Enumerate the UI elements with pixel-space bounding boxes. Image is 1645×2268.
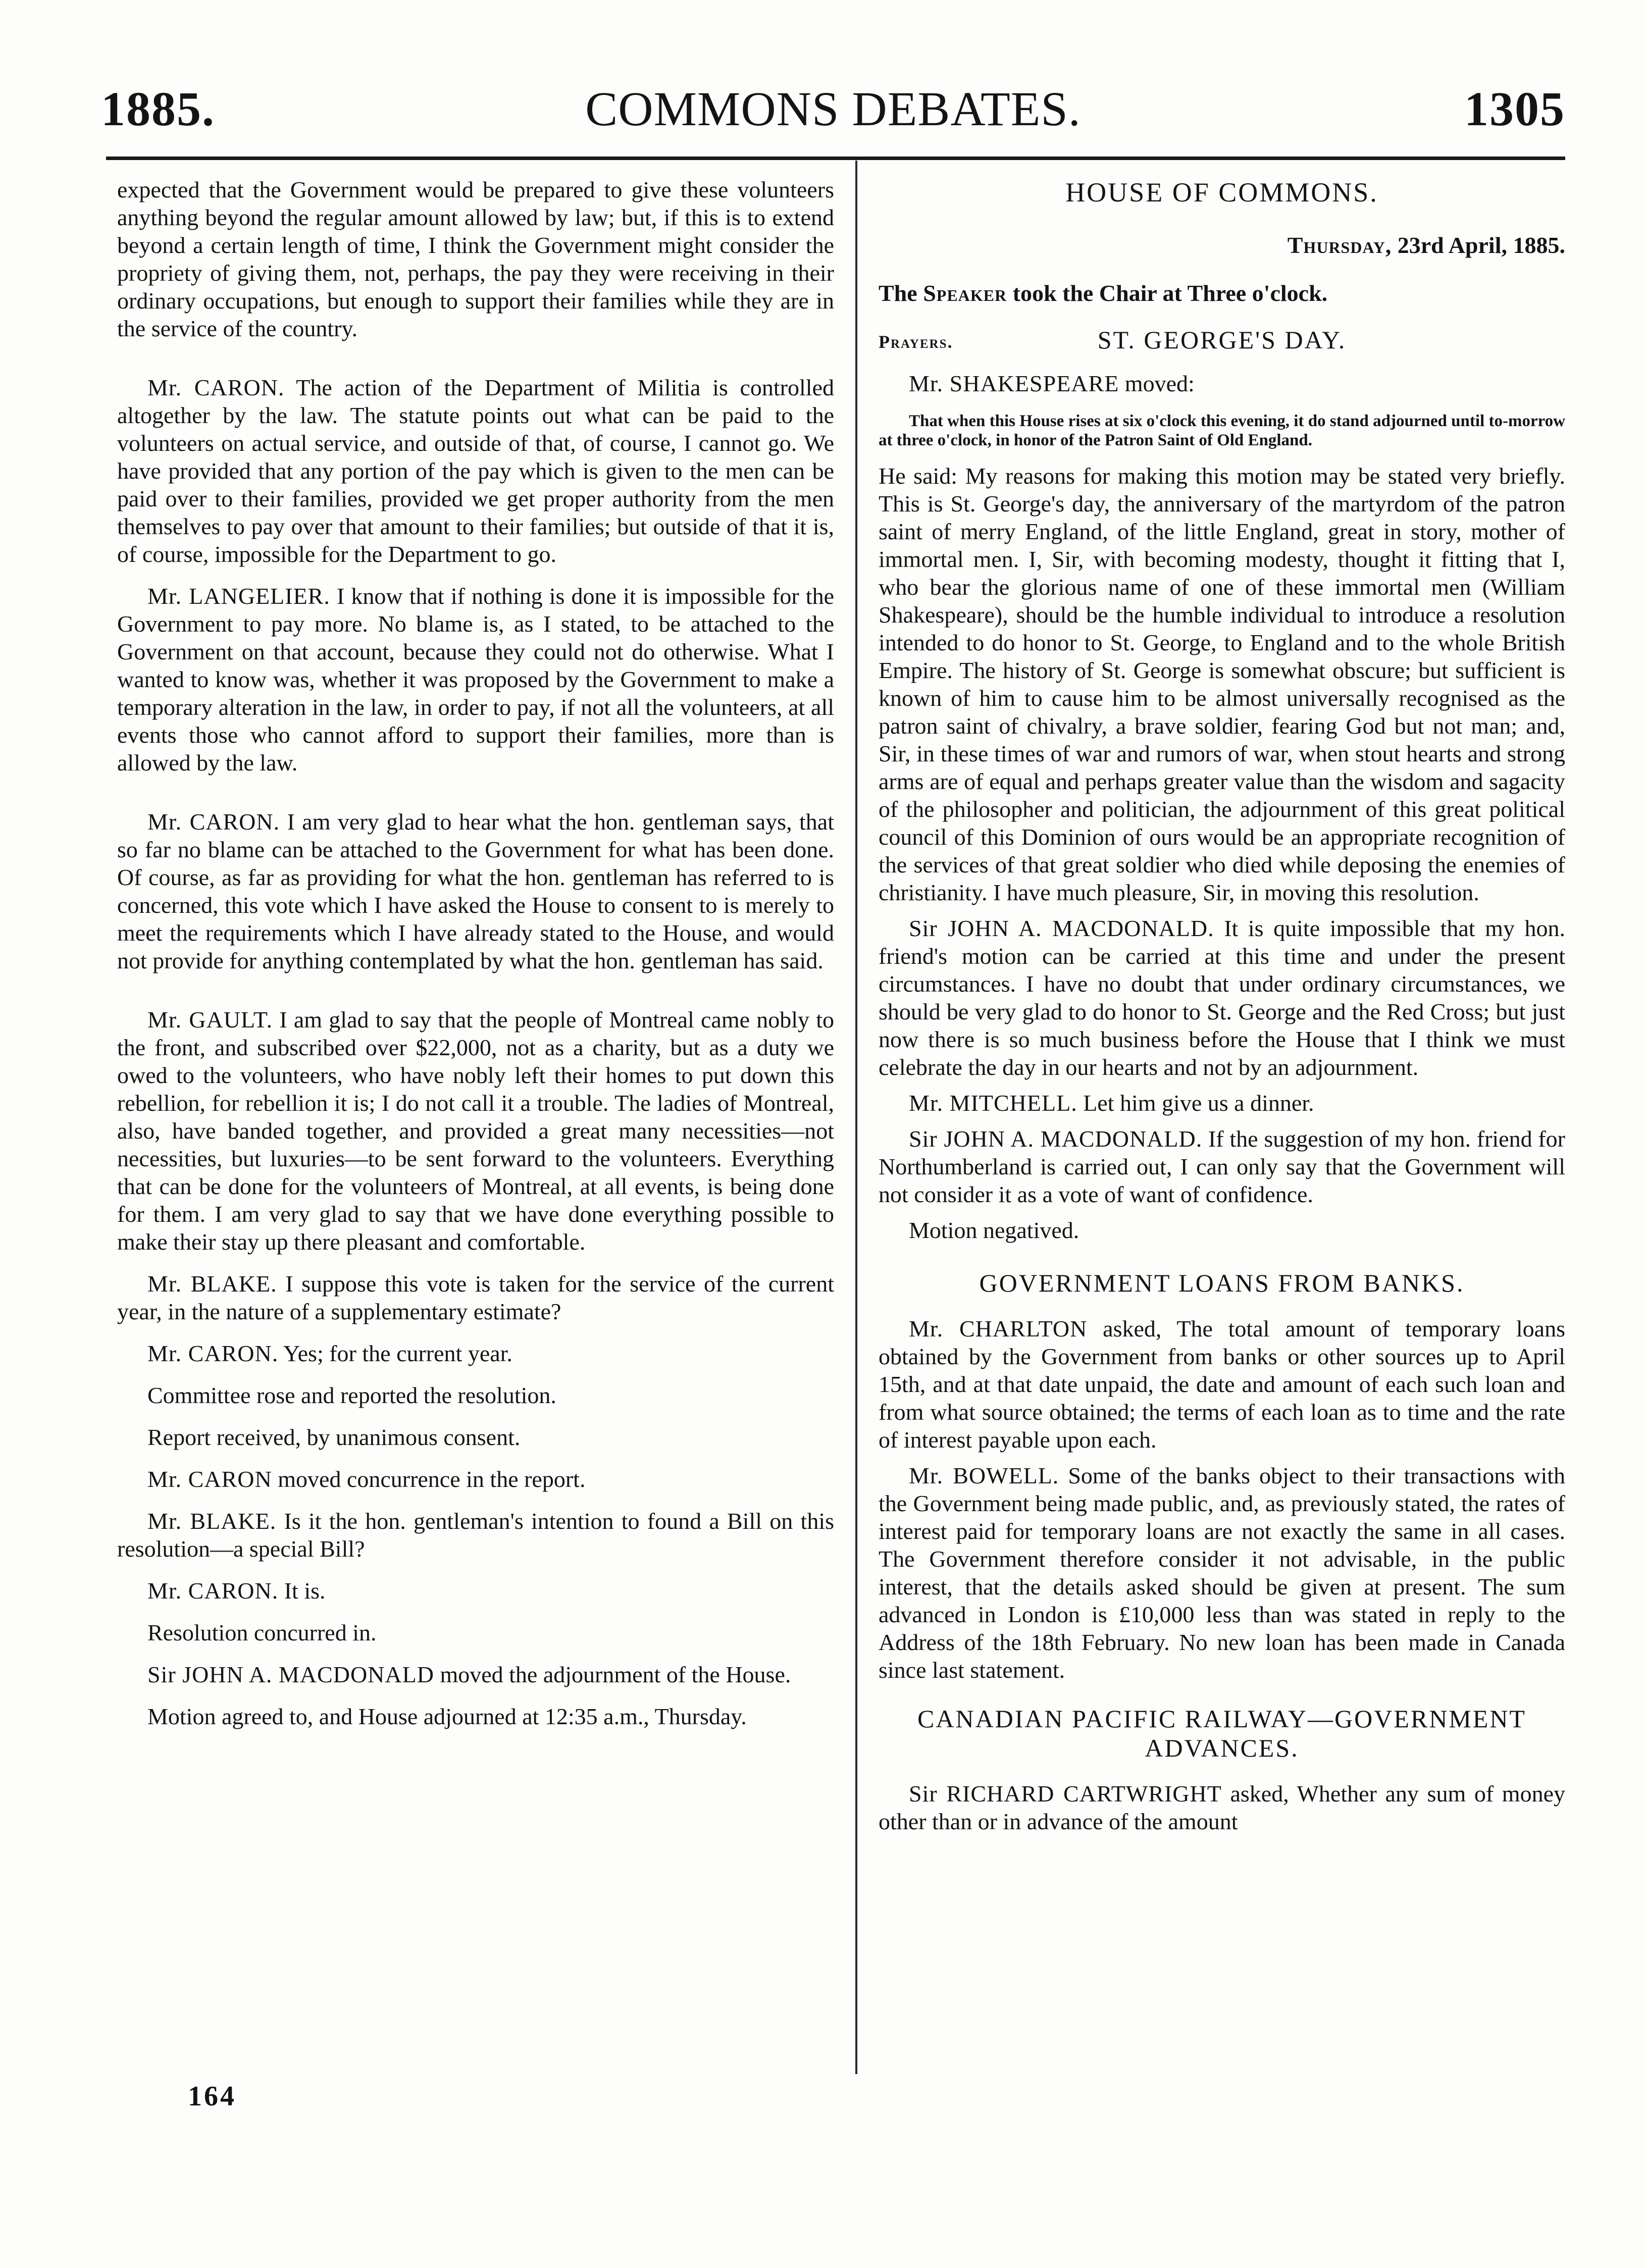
paragraph-text: If the suggestion of my hon. friend for Northumberland is carried out, I can only say that the Government will not consider it as a vote of want of confidence. bbox=[879, 1126, 1565, 1207]
paragraph bbox=[879, 1089, 1565, 1117]
paragraph bbox=[879, 914, 1565, 1081]
paragraph-text: He said: My reasons for making this motion may be stated very briefly. This is St. George's day, the anniversary of the martyrdom of the patron saint of merry England, of the little England, great in story, mother of immortal men. I, Sir, with becoming modesty, thought it fitting that I, who bear the glorious name of one of these immortal men (William Shakespeare), should be the humble individual to introduce a resolution intended to do honor to St. George, to England and to the whole British Empire. The history of St. George is somewhat obscure; but sufficient is known of him to cause him to be almost universally recognised as the patron saint of chivalry, a brave soldier, fearing God but not man; and, Sir, in these times of war and rumors of war, when stout hearts and strong arms are of equal and perhaps greater value than the wisdom and sagacity of the philosopher and politician, the adjournment of this great political council of this Dominion of ours would be an appropriate recognition of the services of that great soldier who died while deposing the enemies of christianity. I have much pleasure, Sir, in moving this resolution. bbox=[879, 463, 1565, 905]
paragraph-text: asked, Whether any sum of money other than or in advance of the amount bbox=[879, 1781, 1566, 1834]
page-header bbox=[101, 81, 1565, 136]
speaker-name: Sir RICHARD CARTWRIGHT bbox=[909, 1781, 1222, 1807]
paragraph bbox=[117, 582, 834, 777]
speaker-name: Sir JOHN A. MACDONALD bbox=[147, 1662, 434, 1687]
paragraph-text: moved concurrence in the report. bbox=[278, 1466, 586, 1492]
page-year: 1885. bbox=[101, 82, 215, 136]
paragraph bbox=[117, 1339, 834, 1367]
speaker-word: Speaker bbox=[923, 280, 1007, 306]
date-rest: 23rd April, 1885. bbox=[1397, 232, 1565, 258]
header-rule bbox=[106, 157, 1565, 160]
prayers-label: Prayers. bbox=[879, 332, 953, 352]
paragraph bbox=[117, 374, 834, 568]
paragraph bbox=[117, 1423, 834, 1451]
speaker-rest: took the Chair at Three o'clock. bbox=[1012, 280, 1328, 306]
motion-intro bbox=[879, 370, 1565, 397]
speaker-name: Sir JOHN A. MACDONALD. bbox=[909, 1126, 1203, 1152]
sitting-date bbox=[879, 231, 1565, 259]
paragraph-text: asked, The total amount of temporary loans obtained by the Government from banks or other sources up to April 15th, and at that date unpaid, the date and amount of each such loan and from what source obtained; the terms of each loan as to time and the rate of interest payable upon each. bbox=[879, 1316, 1565, 1453]
paragraph bbox=[117, 1006, 834, 1256]
st-george-heading: ST. GEORGE'S DAY. bbox=[1097, 326, 1347, 354]
paragraph-text: It is. bbox=[284, 1578, 326, 1604]
paragraph bbox=[117, 1661, 834, 1688]
paragraph-text: Committee rose and reported the resolution. bbox=[147, 1382, 556, 1408]
speaker-name: Mr. CHARLTON bbox=[909, 1316, 1088, 1342]
paragraph-text: Report received, by unanimous consent. bbox=[147, 1424, 521, 1450]
paragraph bbox=[879, 1125, 1565, 1208]
speaker-took-chair bbox=[879, 279, 1565, 307]
speaker-name: Mr. MITCHELL. bbox=[909, 1090, 1077, 1116]
speaker-name: Mr. BLAKE. bbox=[147, 1271, 277, 1297]
paragraph bbox=[879, 1462, 1565, 1684]
paragraph bbox=[117, 1465, 834, 1493]
paragraph bbox=[879, 1780, 1565, 1835]
paragraph-text: Let him give us a dinner. bbox=[1083, 1090, 1314, 1116]
loans-heading: GOVERNMENT LOANS FROM BANKS. bbox=[979, 1269, 1465, 1297]
paragraph bbox=[117, 1381, 834, 1409]
publication-title: COMMONS DEBATES. bbox=[585, 82, 1081, 136]
paragraph-text: I am glad to say that the people of Montreal came nobly to the front, and subscribed over $22,000, not as a charity, but as a duty we owed to the volunteers, who have nobly left their homes to put down this rebellion, for rebellion it is; I do not call it a trouble. The ladies of Montreal, also, have banded together, and provided a great many necessities—not necessities, but luxuries—to be sent forward to the volunteers. Everything that can be done for the volunteers of Montreal, at all events, is being done for them. I am very glad to say that we have done everything possible to make their stay up there pleasant and comfortable. bbox=[117, 1007, 835, 1255]
speaker-name: Mr. LANGELIER. bbox=[147, 583, 330, 609]
paragraph bbox=[117, 1507, 834, 1563]
paragraph-text: It is quite impossible that my hon. friend's motion can be carried at this time and under the present circumstances. I have no doubt that under ordinary circumstances, we should be very glad to do honor to St. George and the Red Cross; but just now there is so much business before the House that I think we must celebrate the day in our hearts and not by an adjournment. bbox=[879, 915, 1565, 1080]
paragraph-text: Some of the banks object to their transactions with the Government being made public, and, as previously stated, the rates of interest paid for temporary loans are not exactly the same in all cases. The Government therefore consider it not advisable, in the public interest, that the details asked should be given at present. The sum advanced in London is £10,000 less than was stated in reply to the Address of the 18th February. No new loan has been made in Canada since last statement. bbox=[879, 1463, 1566, 1683]
speaker-name: Mr. SHAKESPEARE bbox=[909, 371, 1119, 396]
speaker-name: Mr. CARON. bbox=[147, 375, 285, 400]
speaker-name: Mr. BOWELL. bbox=[909, 1463, 1059, 1488]
paragraph bbox=[117, 176, 834, 342]
paragraph bbox=[117, 1270, 834, 1325]
paragraph bbox=[117, 1619, 834, 1646]
paragraph bbox=[879, 462, 1565, 906]
paragraph bbox=[117, 808, 834, 974]
right-column bbox=[879, 176, 1565, 1849]
paragraph-text: moved the adjournment of the House. bbox=[440, 1662, 791, 1687]
paragraph-text: Resolution concurred in. bbox=[147, 1620, 377, 1645]
cpr-heading: CANADIAN PACIFIC RAILWAY—GOVERNMENT ADVANCES. bbox=[917, 1705, 1526, 1762]
paragraph-text: I suppose this vote is taken for the service of the current year, in the nature of a supplementary estimate? bbox=[117, 1271, 834, 1324]
speaker-name: Mr. CARON. bbox=[147, 1341, 279, 1366]
paragraph bbox=[879, 1216, 1565, 1244]
signature-number: 164 bbox=[188, 2081, 236, 2112]
speaker-name: Sir JOHN A. MACDONALD. bbox=[909, 915, 1214, 941]
speaker-name: Mr. CARON. bbox=[147, 1578, 279, 1604]
prayers-row bbox=[879, 325, 1565, 355]
paragraph bbox=[879, 1315, 1565, 1454]
paragraph-text: I am very glad to hear what the hon. gentleman says, that so far no blame can be attached to the Government for what has been done. Of course, as far as providing for what the hon. gentleman has referred to is concerned, this vote which I have asked the House to consent to is merely to meet the requirements which I have already stated to the House, and would not provide for anything contemplated by what the hon. gentleman has said. bbox=[117, 809, 834, 973]
speaker-prefix: The bbox=[879, 280, 917, 306]
paragraph-text: Motion agreed to, and House adjourned at 12:35 a.m., Thursday. bbox=[147, 1704, 747, 1729]
paragraph-text: The action of the Department of Militia is controlled altogether by the law. The statute points out what can be paid to the volunteers on actual service, and outside of that, of course, I cannot go. We have provided that any portion of the pay which is given to the men can be paid over to their families, provided we get proper authority from the men themselves to pay over that amount to their families; but outside of that it is, of course, impossible for the Department to go. bbox=[117, 375, 834, 567]
date-day: Thursday, bbox=[1287, 232, 1392, 258]
paragraph bbox=[117, 1577, 834, 1605]
column-divider bbox=[855, 161, 857, 2074]
speaker-name: Mr. CARON. bbox=[147, 809, 280, 835]
house-heading: HOUSE OF COMMONS. bbox=[1065, 177, 1378, 208]
paragraph-text: I know that if nothing is done it is impossible for the Government to pay more. No blame is, as I stated, to be attached to the Government on that account, because they could not do otherwise. What I wanted to know was, whether it was proposed by the Government to make a temporary alteration in the law, in order to pay, if not all the volunteers, at all events those who cannot afford to support their families, more than is allowed by the law. bbox=[117, 583, 834, 776]
paragraph bbox=[117, 1703, 834, 1730]
paragraph-text: moved: bbox=[1124, 371, 1195, 396]
paragraph-text: expected that the Government would be prepared to give these volunteers anything beyond the regular amount allowed by law; but, if this is to extend beyond a certain length of time, I think the Government might consider the propriety of giving them, not, perhaps, the pay they were receiving in their ordinary occupations, but enough to support their families while they are in the service of the country. bbox=[117, 177, 834, 341]
paragraph-text: Motion negatived. bbox=[909, 1217, 1079, 1243]
page-number: 1305 bbox=[1464, 82, 1565, 136]
paragraph-text: Yes; for the current year. bbox=[283, 1341, 512, 1366]
speaker-name: Mr. CARON bbox=[147, 1466, 272, 1492]
left-column bbox=[117, 176, 834, 1738]
motion-text: That when this House rises at six o'clock this evening, it do stand adjourned until to-morrow at three o'clock, in honor of the Patron Saint of Old England. bbox=[879, 412, 1565, 449]
speaker-name: Mr. BLAKE. bbox=[147, 1508, 277, 1534]
speaker-name: Mr. GAULT. bbox=[147, 1007, 273, 1033]
paragraph-text: Is it the hon. gentleman's intention to found a Bill on this resolution—a special Bill? bbox=[117, 1508, 835, 1562]
